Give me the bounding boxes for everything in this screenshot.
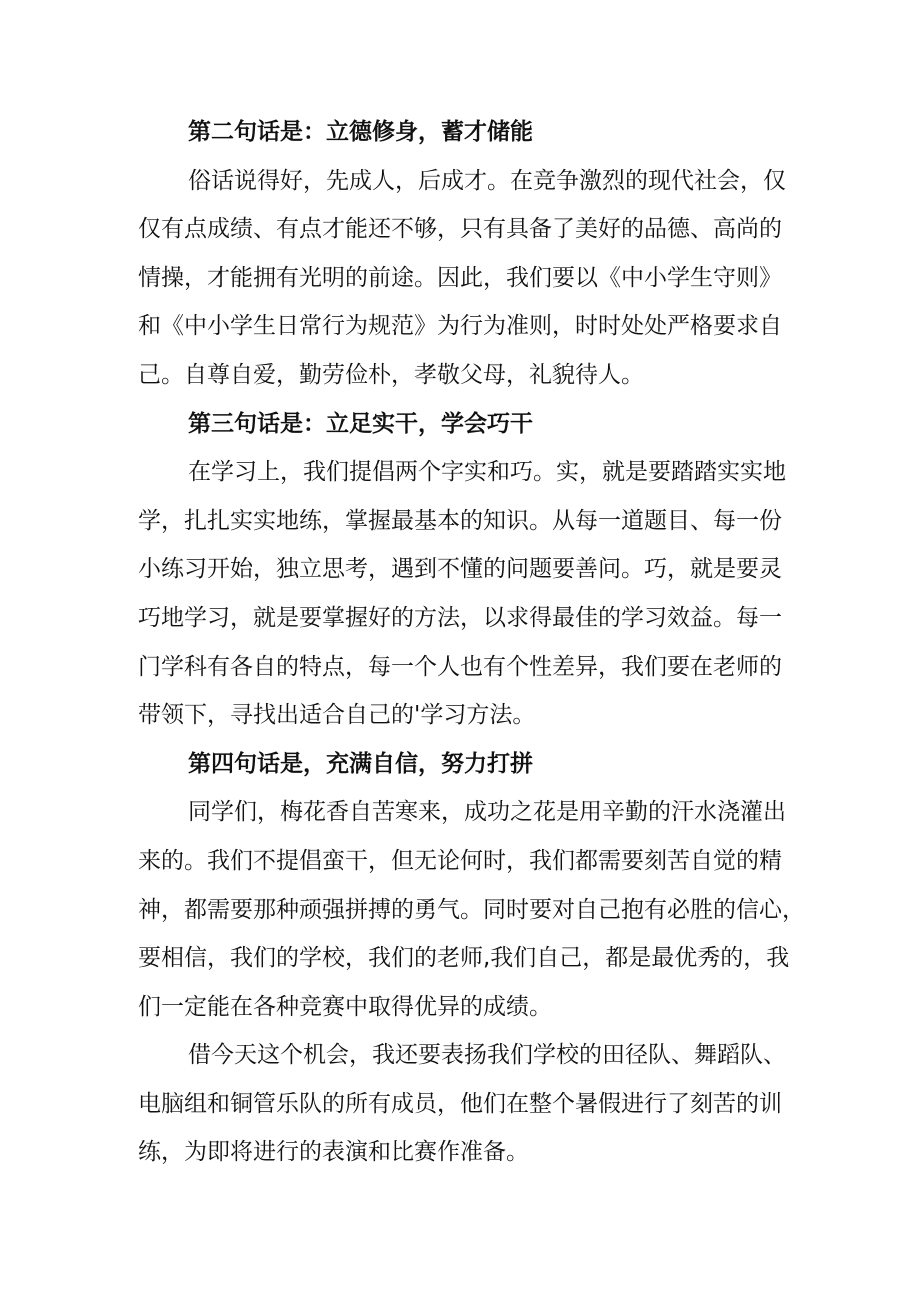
paragraph-line: 们一定能在各种竞赛中取得优异的成绩。 [138,993,552,1020]
paragraph-line: 同学们，梅花香自苦寒来，成功之花是用辛勤的汗水浇灌出 [188,799,786,826]
paragraph-line: 电脑组和铜管乐队的所有成员，他们在整个暑假进行了刻苦的训 [138,1090,782,1117]
paragraph-line: 情操，才能拥有光明的前途。因此，我们要以《中小学生守则》 [138,264,782,291]
paragraph-line: 门学科有各自的特点，每一个人也有个性差异，我们要在老师的 [138,653,782,680]
section-heading: 第四句话是，充满自信，努力打拼 [188,750,533,777]
paragraph-line: 借今天这个机会，我还要表扬我们学校的田径队、舞蹈队、 [188,1042,786,1069]
paragraph-line: 在学习上，我们提倡两个字实和巧。实，就是要踏踏实实地 [188,459,786,486]
paragraph-line: 带领下，寻找出适合自己的'学习方法。 [138,702,536,729]
section-heading: 第二句话是：立德修身，蓄才储能 [188,119,533,145]
paragraph-line: 己。自尊自爱，勤劳俭朴，孝敬父母，礼貌待人。 [138,361,644,388]
paragraph-line: 巧地学习，就是要掌握好的方法，以求得最佳的学习效益。每一 [138,604,782,631]
document-body [138,108,805,1177]
paragraph-line: 神，都需要那种顽强拼搏的勇气。同时要对自己抱有必胜的信心， [138,896,805,923]
paragraph-line: 小练习开始，独立思考，遇到不懂的问题要善问。巧，就是要灵 [138,556,782,583]
paragraph-line: 学，扎扎实实地练，掌握最基本的知识。从每一道题目、每一份 [138,507,782,534]
paragraph-line: 来的。我们不提倡蛮干，但无论何时，我们都需要刻苦自觉的精 [138,847,782,874]
paragraph-line: 俗话说得好，先成人，后成才。在竞争激烈的现代社会，仅 [188,167,786,194]
paragraph-line: 和《中小学生日常行为规范》为行为准则，时时处处严格要求自 [138,313,782,340]
paragraph-line: 仅有点成绩、有点才能还不够，只有具备了美好的品德、高尚的 [138,216,782,243]
section-heading: 第三句话是：立足实干，学会巧干 [188,410,533,437]
paragraph-line: 要相信，我们的学校，我们的老师,我们自己，都是最优秀的，我 [138,945,790,972]
paragraph-line: 练，为即将进行的表演和比赛作准备。 [138,1139,529,1166]
